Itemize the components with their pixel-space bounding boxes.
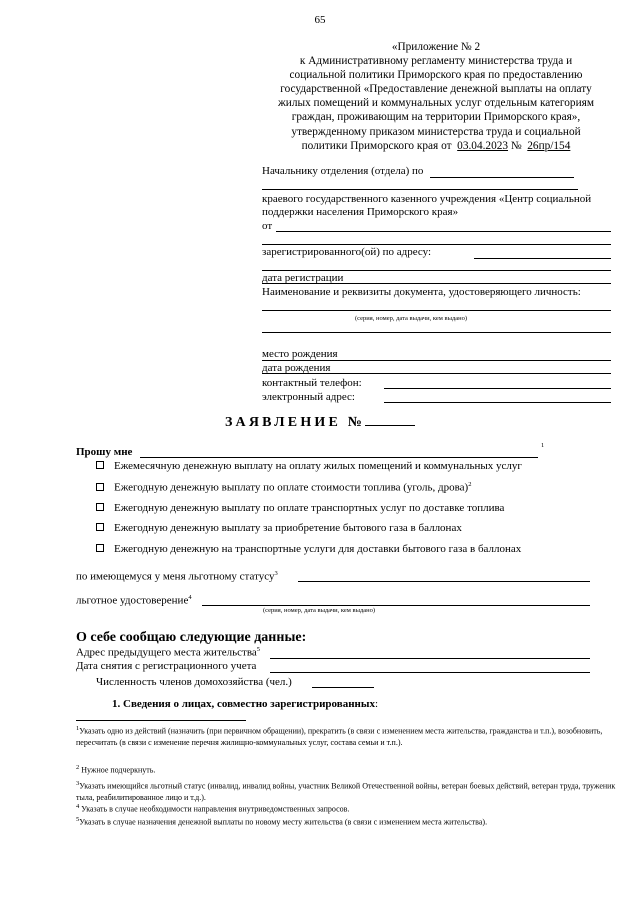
certificate-label-text: льготное удостоверение <box>76 594 189 607</box>
option-gas-transport[interactable] <box>96 543 521 555</box>
option-gas[interactable] <box>96 522 462 534</box>
email-field[interactable] <box>384 402 611 403</box>
application-number-field[interactable] <box>365 414 415 426</box>
request-label: Прошу мне <box>76 446 133 458</box>
section1-heading-text: 1. Сведения о лицах, совместно зарегистрированных <box>112 698 375 710</box>
status-field[interactable] <box>298 581 590 582</box>
status-footnote-ref: 3 <box>274 570 278 577</box>
id-doc-hint: (серия, номер, дата выдачи, кем выдано) <box>355 315 468 322</box>
prev-address-label <box>76 646 260 659</box>
prev-address-footnote-ref: 5 <box>256 646 261 653</box>
appendix-line: граждан, проживающим на территории Приморского края», <box>291 111 581 124</box>
institution-line-1: краевого государственного казенного учреждения «Центр социальной <box>262 193 592 205</box>
footnote-text: Указать одно из действий (назначить (при первичном обращении), прекратить (в связи с изменением места жительства, гражданства и т.п.), возобновить, пересчитать (в связи с изменение перечня жилищно-коммунальных услуг, состава семьи и т.п.). <box>76 726 603 747</box>
reg-date-field[interactable] <box>262 283 611 284</box>
birthdate-label: дата рождения <box>262 362 331 374</box>
option-fuel-transport[interactable] <box>96 502 504 514</box>
footnote-number: 5 <box>76 816 80 823</box>
option-label: Ежемесячную денежную выплату на оплату жилых помещений и коммунальных услуг <box>114 460 522 472</box>
appendix-order-line <box>256 139 616 153</box>
footnote-text: Нужное подчеркнуть. <box>81 765 156 775</box>
appendix-line: социальной политики Приморского края по предоставлению <box>289 69 583 82</box>
status-label <box>76 570 278 583</box>
dereg-date-label: Дата снятия с регистрационного учета <box>76 660 257 672</box>
certificate-field[interactable] <box>202 605 590 606</box>
footnote-number: 1 <box>76 725 80 732</box>
appendix-line: государственной «Предоставление денежной выплаты на оплату <box>280 83 592 96</box>
from-label: от <box>262 220 273 232</box>
reg-date-label: дата регистрации <box>262 272 344 284</box>
footnote-text: Указать в случае назначения денежной выплаты по новому месту жительства (в связи с изменением места жительства). <box>79 817 488 827</box>
registered-address-field-2[interactable] <box>262 270 611 271</box>
prev-address-field[interactable] <box>270 658 590 659</box>
appendix-line: «Приложение № 2 <box>391 41 481 53</box>
checkbox[interactable] <box>96 523 104 531</box>
order-number-label: № <box>510 139 522 152</box>
household-label: Численность членов домохозяйства (чел.) <box>96 676 292 688</box>
phone-label: контактный телефон: <box>262 377 362 389</box>
appendix-line: к Административному регламенту министерства труда и <box>299 55 573 68</box>
status-label-text: по имеющемуся у меня льготному статусу <box>76 570 275 583</box>
certificate-hint: (серия, номер, дата выдачи, кем выдано) <box>263 607 376 614</box>
birthdate-field[interactable] <box>262 373 611 374</box>
option-fuel[interactable] <box>96 481 471 494</box>
application-title-text: ЗАЯВЛЕНИЕ № <box>224 415 366 430</box>
household-count-field[interactable] <box>312 687 374 688</box>
appendix-line: жилых помещений и коммунальных услуг отдельным категориям <box>278 97 594 110</box>
checkbox[interactable] <box>96 461 104 469</box>
institution-line-2: поддержки населения Приморского края» <box>262 206 459 218</box>
footnote-4 <box>76 801 616 815</box>
applicant-name-field[interactable] <box>276 231 611 232</box>
head-name-field[interactable] <box>262 189 578 190</box>
request-action-field[interactable] <box>140 457 538 458</box>
phone-field[interactable] <box>384 388 611 389</box>
birthplace-label: место рождения <box>262 348 338 360</box>
id-doc-field-2[interactable] <box>262 332 611 333</box>
registered-address-field[interactable] <box>474 258 611 259</box>
footnote-number: 2 <box>76 764 80 771</box>
prev-address-label-text: Адрес предыдущего места жительства <box>76 646 257 659</box>
footnote-5 <box>76 814 616 828</box>
footnote-separator <box>76 720 246 721</box>
checkbox[interactable] <box>96 544 104 552</box>
application-title <box>0 414 640 431</box>
appendix-line: утвержденному приказом министерства труда и социальной <box>291 125 581 138</box>
about-heading: О себе сообщаю следующие данные: <box>76 630 307 645</box>
checkbox[interactable] <box>96 503 104 511</box>
footnote-text: Указать в случае необходимости направления внутриведомственных запросов. <box>81 804 350 814</box>
appendix-order-prefix: политики Приморского края от <box>301 139 452 152</box>
checkbox[interactable] <box>96 483 104 491</box>
footnote-text: Указать имеющийся льготный статус (инвалид, инвалид войны, участник Великой Отечественной войны, ветеран боевых действий, ветеран труда, труженик тыла, реабилитированное лицо и т.д.). <box>76 781 616 802</box>
appendix-header <box>256 40 616 153</box>
option-label: Ежегодную денежную на транспортные услуги для доставки бытового газа в баллонах <box>114 543 522 555</box>
footnote-1 <box>76 723 616 748</box>
email-label: электронный адрес: <box>262 391 355 403</box>
option-label: Ежегодную денежную выплату по оплате стоимости топлива (уголь, дрова) <box>114 481 469 494</box>
page-number: 65 <box>314 14 326 26</box>
applicant-name-field-2[interactable] <box>262 244 611 245</box>
request-footnote-ref: 1 <box>541 442 545 449</box>
order-date: 03.04.2023 <box>457 139 509 152</box>
head-label: Начальнику отделения (отдела) по <box>262 165 424 177</box>
option-monthly-housing[interactable] <box>96 460 522 472</box>
dereg-date-field[interactable] <box>270 672 590 673</box>
section1-heading <box>112 698 378 710</box>
order-number: 26пр/154 <box>527 139 571 152</box>
birthplace-field[interactable] <box>262 360 611 361</box>
id-doc-field[interactable] <box>262 310 611 311</box>
head-department-field[interactable] <box>430 177 574 178</box>
section1-colon: : <box>374 698 379 710</box>
certificate-footnote-ref: 4 <box>188 594 192 601</box>
footnote-number: 4 <box>76 803 80 810</box>
footnote-2 <box>76 762 616 776</box>
certificate-label <box>76 594 192 607</box>
option-footnote-ref: 2 <box>468 481 472 488</box>
footnote-3 <box>76 778 616 803</box>
footnote-number: 3 <box>76 780 80 787</box>
option-label: Ежегодную денежную выплату за приобретение бытового газа в баллонах <box>114 522 462 534</box>
id-doc-label: Наименование и реквизиты документа, удостоверяющего личность: <box>262 286 581 298</box>
option-label: Ежегодную денежную выплату по оплате транспортных услуг по доставке топлива <box>114 502 505 514</box>
registered-label: зарегистрированного(ой) по адресу: <box>262 246 432 258</box>
